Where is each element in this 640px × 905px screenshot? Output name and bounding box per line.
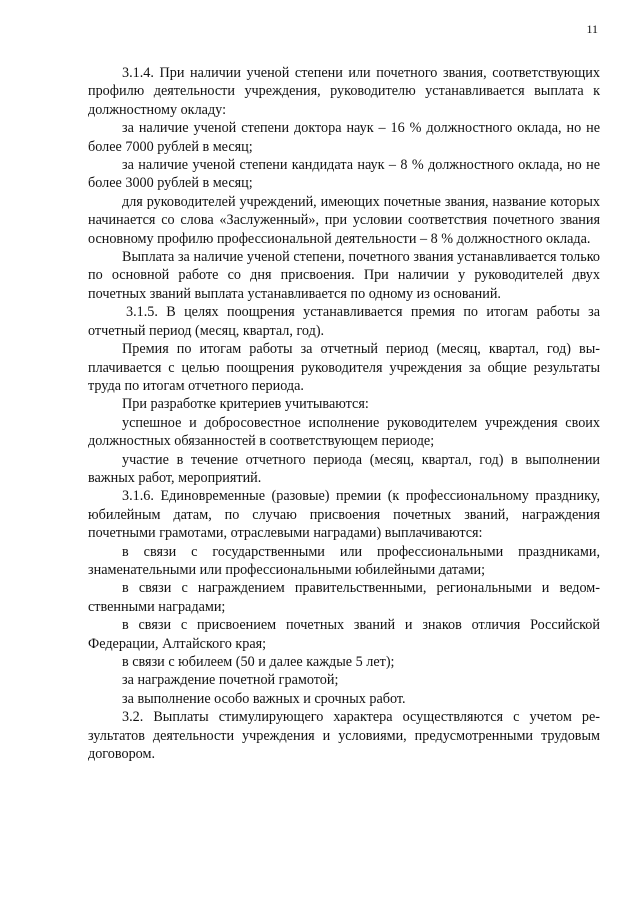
paragraph-3-1-6: 3.1.6. Единовременные (разовые) премии (к профессиональному празднику, юбилейным датам, по случаю присвоения почетных званий, награждения почетными грамотами, отраслевыми наградами) выплачиваются: [88,488,600,542]
paragraph-bonus-purpose: Премия по итогам работы за отчетный период (месяц, квартал, год) выплачивается с целью поощрения руководителя учреждения за общие результаты труда по итогам отчетного периода. [88,341,600,394]
paragraph-criterion-participation: участие в течение отчетного периода (месяц, квартал, год) в выполнении важных работ, мероприятий. [88,451,600,486]
paragraph-urgent-work: за выполнение особо важных и срочных работ. [122,690,406,707]
paragraph-jubilee: в связи с юбилеем (50 и далее каждые 5 лет); [122,654,395,670]
paragraph-honorary-title: для руководителей учреждений, имеющих почетные звания, название которых начинается со слова «Заслуженный», при условии соответствия почетного звания основному профилю профессиональной деятельности – 8 % должностного оклада. [88,193,600,247]
page-number: 11 [586,22,598,36]
document-body [88,64,600,763]
paragraph-candidate-degree: за наличие ученой степени кандидата наук – 8 % должностного оклада, но не более 3000 рублей в месяц; [88,157,600,192]
paragraph-criteria-intro: При разработке критериев учитываются: [122,396,369,413]
paragraph-awards: в связи с награждением правительственными, региональными и ведомственными наградами; [88,580,600,615]
paragraph-3-1-4: 3.1.4. При наличии ученой степени или почетного звания, соответствующих профилю деятельности учреждения, руководителю устанавливается выплата к должностному окладу: [88,65,600,118]
paragraph-titles: в связи с присвоением почетных званий и знаков отличия Российской Федерации, Алтайского края; [88,617,600,652]
paragraph-3-2: 3.2. Выплаты стимулирующего характера осуществляются с учетом результатов деятельности учреждения и условиями, предусмотренными трудовым договором. [88,709,600,763]
paragraph-holidays: в связи с государственными или профессиональными праздниками, знаменательными или профессиональными юбилейными датами; [88,543,600,578]
paragraph-payment-basis: Выплата за наличие ученой степени, почетного звания устанавливается только по основной работе со дня присвоения. При наличии у руководителей двух почетных званий выплата устанавливается по одному из оснований. [88,249,600,302]
paragraph-criterion-duties: успешное и добросовестное исполнение руководителем учреждения своих должностных обязанностей в соответствующем периоде; [88,414,600,450]
paragraph-certificate: за награждение почетной грамотой; [122,672,339,689]
paragraph-doctor-degree: за наличие ученой степени доктора наук – 16 % должностного оклада, но не более 7000 рублей в месяц; [88,120,600,155]
paragraph-3-1-5: 3.1.5. В целях поощрения устанавливается премия по итогам работы за отчетный период (месяц, квартал, год). [88,304,600,339]
